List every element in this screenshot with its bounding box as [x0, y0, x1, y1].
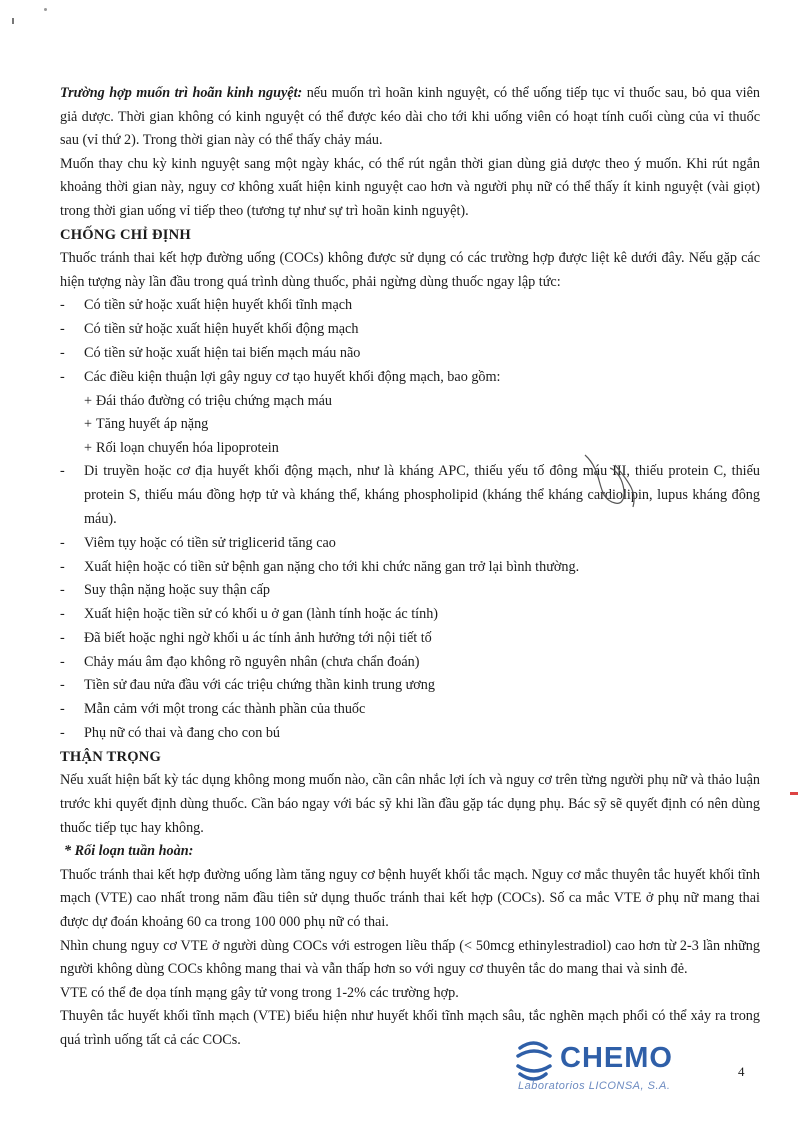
sub-list: [84, 390, 760, 461]
circulation-paragraph: Thuốc tránh thai kết hợp đường uống làm tăng nguy cơ bệnh huyết khối tắc mạch. Nguy cơ mắc thuyên tắc huyết khối tĩnh mạch (VTE) cao nhất trong năm đầu tiên sử dụng thuốc tránh thai kết hợp (COCs). Số ca mắc VTE ở phụ nữ mang thai được dự đoán khoảng 60 ca trong 100 000 phụ nữ có thai.: [60, 866, 760, 931]
list-item: - Có tiền sử hoặc xuất hiện huyết khối tĩnh mạch: [60, 294, 760, 318]
scan-mark: [12, 18, 14, 24]
sub-list-item-text: Rối loạn chuyển hóa lipoprotein: [96, 439, 279, 456]
list-item: - Xuất hiện hoặc có tiền sử bệnh gan nặng cho tới khi chức năng gan trở lại bình thường.: [60, 556, 760, 580]
sub-list-item: + Rối loạn chuyển hóa lipoprotein: [84, 439, 279, 456]
circulation-paragraph: VTE có thể đe dọa tính mạng gây tử vong trong 1-2% các trường hợp.: [60, 984, 459, 1001]
chemo-logo-name: CHEMO: [560, 1042, 673, 1074]
circulation-paragraph: Thuyên tắc huyết khối tĩnh mạch (VTE) biểu hiện như huyết khối tĩnh mạch sâu, tắc nghẽn mạch phổi có thể xảy ra trong quá trình uống tất cả các COCs.: [60, 1008, 760, 1048]
delay-paragraph: [60, 82, 760, 153]
chemo-logo-icon: [512, 1040, 558, 1082]
list-item: - Xuất hiện hoặc tiền sử có khối u ở gan (lành tính hoặc ác tính): [60, 603, 760, 627]
sub-list-item-text: Tăng huyết áp nặng: [96, 416, 209, 433]
delay-label: Trường hợp muốn trì hoãn kinh nguyệt:: [60, 85, 303, 101]
document-page: [60, 82, 760, 1053]
list-item: - Tiền sử đau nửa đầu với các triệu chứng thần kinh trung ương: [60, 674, 760, 698]
list-item-text: Các điều kiện thuận lợi gây nguy cơ tạo huyết khối động mạch, bao gồm:: [84, 368, 501, 385]
circulation-subheading: * Rối loạn tuần hoàn:: [64, 843, 194, 860]
sub-list-item: + Đái tháo đường có triệu chứng mạch máu: [84, 392, 333, 409]
circulation-paragraph: Nhìn chung nguy cơ VTE ở người dùng COCs với estrogen liều thấp (< 50mcg ethinylestradiol) cao hơn từ 2-3 lần những người không dùng COCs không mang thai và vẫn thấp hơn so với nguy cơ thuyên tắc do mang thai và sinh đẻ.: [60, 937, 760, 978]
list-item: - Viêm tụy hoặc có tiền sử triglicerid tăng cao: [60, 532, 760, 556]
precautions-heading: THẬN TRỌNG: [60, 748, 162, 765]
scan-mark: [44, 8, 47, 11]
list-item: - Chảy máu âm đạo không rõ nguyên nhân (chưa chẩn đoán): [60, 651, 760, 675]
precautions-intro: Nếu xuất hiện bất kỳ tác dụng không mong muốn nào, cần cân nhắc lợi ích và nguy cơ trên từng người phụ nữ và thảo luận trước khi quyết định dùng thuốc. Cần báo ngay với bác sỹ khi lần đầu gặp tác dụng phụ. Bác sỹ sẽ quyết định có nên dùng thuốc tiếp tục hay không.: [60, 772, 760, 836]
signature-mark: [575, 443, 655, 513]
delay-text: nếu muốn trì hoãn kinh nguyệt, có thể uống tiếp tục vỉ thuốc sau, bỏ qua viên giả dược. Thời gian không có kinh nguyệt có thể được kéo dài cho tới khi uống viên có hoạt tính cuối cùng của vỉ thuốc sau (vỉ thứ 2). Trong thời gian này có thể thấy chảy máu.: [60, 85, 760, 149]
contraindications-intro: Thuốc tránh thai kết hợp đường uống (COCs) không được sử dụng có các trường hợp được liệt kê dưới đây. Nếu gặp các hiện tượng này lần đầu trong quá trình dùng thuốc, phải ngừng dùng thuốc ngay lập tức:: [60, 250, 760, 290]
contraindications-list: [60, 294, 760, 746]
list-item: - Có tiền sử hoặc xuất hiện tai biến mạch máu não: [60, 342, 760, 366]
page-number: 4: [738, 1064, 745, 1079]
list-item: - Có tiền sử hoặc xuất hiện huyết khối động mạch: [60, 318, 760, 342]
sub-list-item: + Tăng huyết áp nặng: [84, 416, 209, 433]
list-item: - Suy thận nặng hoặc suy thận cấp: [60, 579, 760, 603]
list-item: [60, 366, 760, 461]
shift-paragraph: Muốn thay chu kỳ kinh nguyệt sang một ngày khác, có thể rút ngắn thời gian dùng giả dược theo ý muốn. Khi rút ngắn khoảng thời gian này, nguy cơ không xuất hiện kinh nguyệt cao hơn và người phụ nữ có thể thấy ít kinh nguyệt (vài giọt) trong thời gian uống vỉ tiếp theo (tương tự như sự trì hoãn kinh nguyệt).: [60, 155, 760, 219]
chemo-logo: [512, 1040, 692, 1102]
list-item: - Phụ nữ có thai và đang cho con bú: [60, 722, 760, 746]
contraindications-heading: CHỐNG CHỈ ĐỊNH: [60, 226, 191, 243]
scan-mark: [790, 792, 798, 795]
list-item: - Đã biết hoặc nghi ngờ khối u ác tính ảnh hưởng tới nội tiết tố: [60, 627, 760, 651]
list-item: - Di truyền hoặc cơ địa huyết khối động mạch, như là kháng APC, thiếu yếu tố đông máu III, thiếu protein C, thiếu protein S, thiếu máu đồng hợp tử và kháng thể, kháng phospholipid (kháng thể kháng cardiolipin, lupus kháng đông máu).: [60, 460, 760, 531]
sub-list-item-text: Đái tháo đường có triệu chứng mạch máu: [96, 392, 333, 409]
chemo-logo-subtitle: Laboratorios LICONSA, S.A.: [518, 1080, 671, 1092]
list-item: - Mẫn cảm với một trong các thành phần của thuốc: [60, 698, 760, 722]
